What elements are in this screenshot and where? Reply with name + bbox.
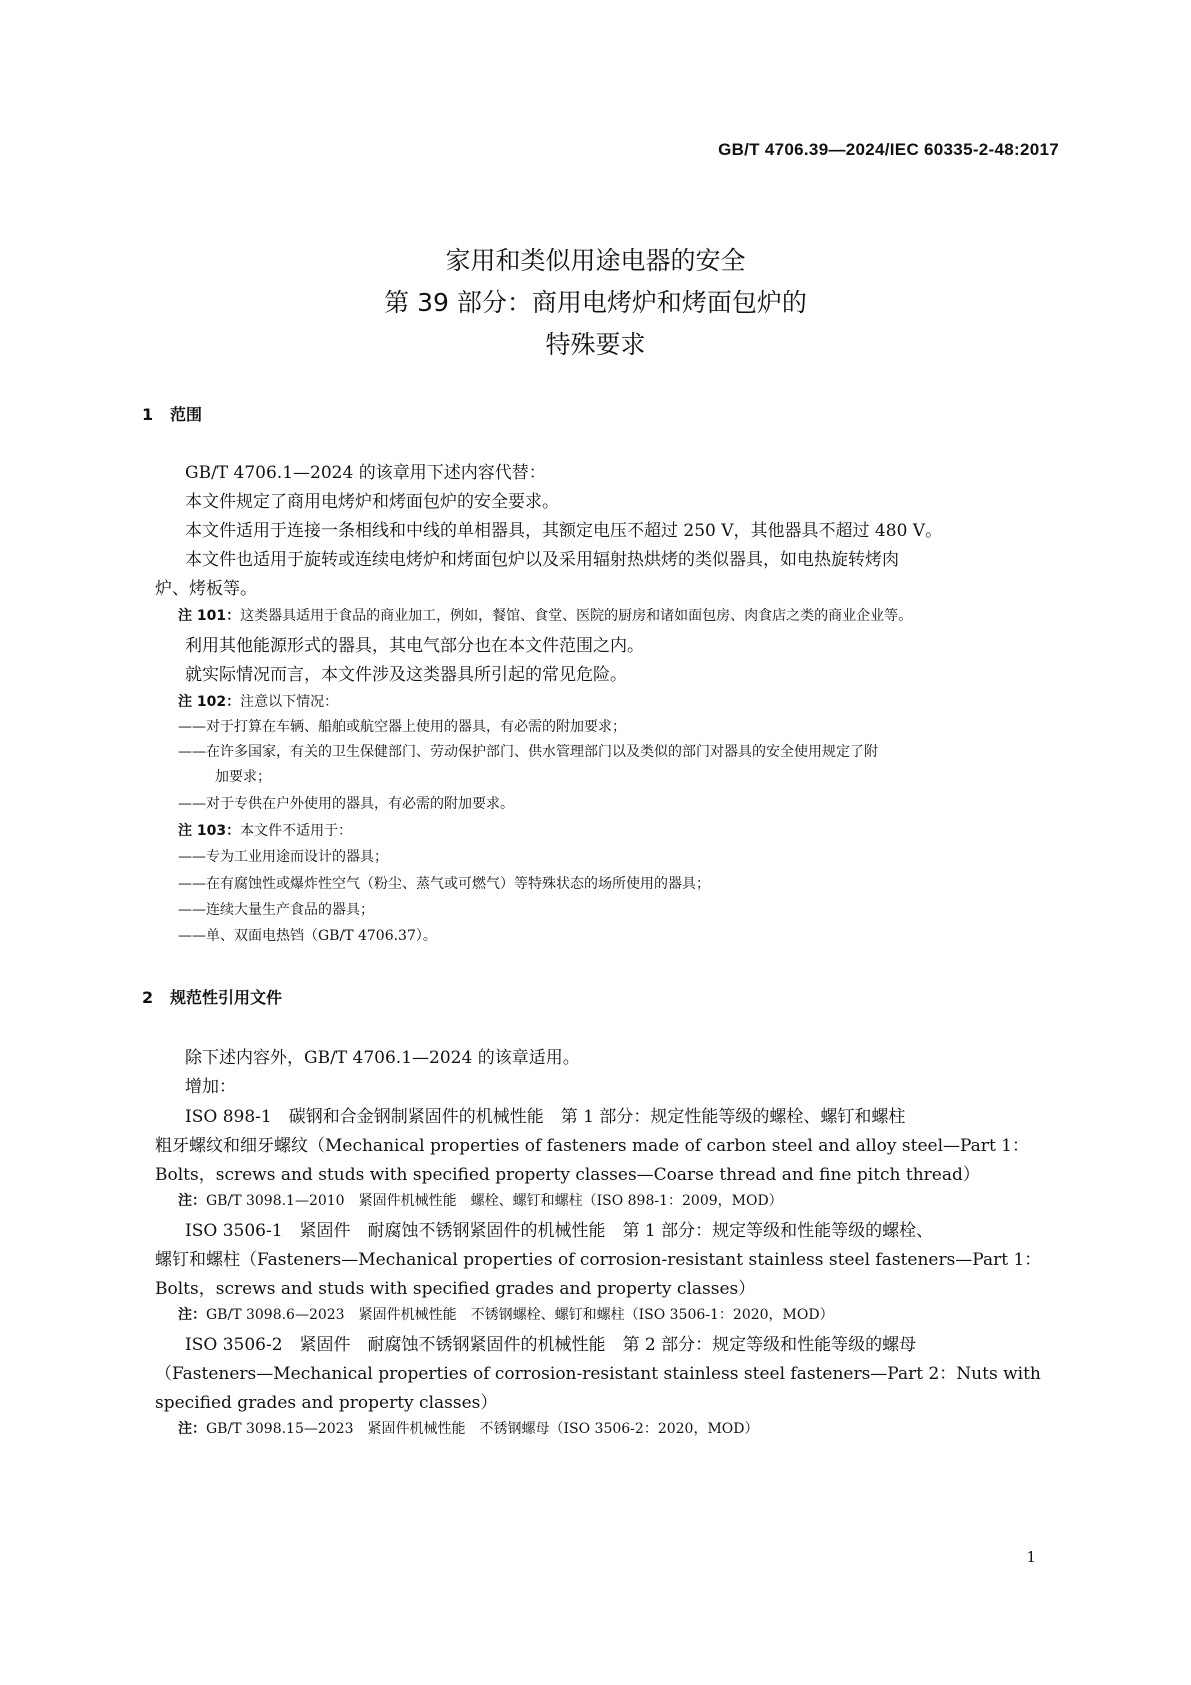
reference-note xyxy=(178,1190,783,1210)
paragraph-continuation: 炉、烤板等。 xyxy=(155,579,257,599)
note-list-item: ——连续大量生产食品的器具； xyxy=(178,902,374,918)
note-list-item: ——专为工业用途而设计的器具； xyxy=(178,849,388,865)
paragraph: 就实际情况而言，本文件涉及这类器具所引起的常见危险。 xyxy=(185,665,627,685)
paragraph: 增加： xyxy=(185,1077,236,1097)
note-103 xyxy=(178,820,352,840)
reference-continuation: specified grades and property classes） xyxy=(155,1393,498,1413)
note-label: 注： xyxy=(178,1421,206,1437)
section-2-heading xyxy=(142,985,282,1008)
note-text: GB/T 3098.6—2023 紧固件机械性能 不锈钢螺栓、螺钉和螺柱（ISO 3506-1：2020，MOD） xyxy=(206,1307,834,1323)
note-list-item: ——对于专供在户外使用的器具，有必需的附加要求。 xyxy=(178,796,514,812)
note-list-item-continuation: 加要求； xyxy=(215,769,271,785)
note-text: 注意以下情况： xyxy=(240,694,339,710)
note-list-item: ——在有腐蚀性或爆炸性空气（粉尘、蒸气或可燃气）等特殊状态的场所使用的器具； xyxy=(178,876,710,892)
title-line-2: 第 39 部分：商用电烤炉和烤面包炉的 xyxy=(384,288,807,317)
note-text: 这类器具适用于食品的商业加工，例如，餐馆、食堂、医院的厨房和诸如面包房、肉食店之类的商业企业等。 xyxy=(240,608,913,624)
note-text: GB/T 3098.15—2023 紧固件机械性能 不锈钢螺母（ISO 3506-2：2020，MOD） xyxy=(206,1421,759,1437)
reference-note xyxy=(178,1304,834,1324)
note-label: 注： xyxy=(178,1307,206,1323)
reference-entry: ISO 898-1 碳钢和合金钢制紧固件的机械性能 第 1 部分：规定性能等级的螺栓、螺钉和螺柱 xyxy=(185,1107,906,1127)
note-list-item: ——单、双面电热铛（GB/T 4706.37）。 xyxy=(178,928,437,944)
note-label: 注 102： xyxy=(178,694,241,710)
section-title: 范围 xyxy=(170,405,203,424)
reference-continuation: 粗牙螺纹和细牙螺纹（Mechanical properties of fasteners made of carbon steel and alloy steel—Part 1： xyxy=(155,1136,1029,1156)
note-text: GB/T 3098.1—2010 紧固件机械性能 螺栓、螺钉和螺柱（ISO 898-1：2009，MOD） xyxy=(206,1193,783,1209)
paragraph: 本文件规定了商用电烤炉和烤面包炉的安全要求。 xyxy=(185,492,559,512)
note-label: 注： xyxy=(178,1193,206,1209)
note-label: 注 103： xyxy=(178,823,241,839)
reference-continuation: Bolts，screws and studs with specified grades and property classes） xyxy=(155,1279,756,1299)
note-label: 注 101： xyxy=(178,608,241,624)
paragraph: 本文件适用于连接一条相线和中线的单相器具，其额定电压不超过 250 V，其他器具不超过 480 V。 xyxy=(185,521,943,541)
reference-continuation: 螺钉和螺柱（Fasteners—Mechanical properties of corrosion-resistant stainless steel fasteners—Part 1： xyxy=(155,1250,1042,1270)
paragraph: 除下述内容外，GB/T 4706.1—2024 的该章适用。 xyxy=(185,1048,580,1068)
reference-note xyxy=(178,1418,758,1438)
reference-entry: ISO 3506-1 紧固件 耐腐蚀不锈钢紧固件的机械性能 第 1 部分：规定等级和性能等级的螺栓、 xyxy=(185,1221,934,1241)
reference-continuation: （Fasteners—Mechanical properties of corrosion-resistant stainless steel fasteners—Part 2：Nuts with xyxy=(155,1364,1041,1384)
page-number: 1 xyxy=(1026,1548,1036,1566)
section-number: 2 xyxy=(142,988,154,1007)
title-line-3: 特殊要求 xyxy=(545,330,646,359)
title-line-1: 家用和类似用途电器的安全 xyxy=(445,246,746,275)
note-text: 本文件不适用于： xyxy=(240,823,353,839)
reference-entry: ISO 3506-2 紧固件 耐腐蚀不锈钢紧固件的机械性能 第 2 部分：规定等级和性能等级的螺母 xyxy=(185,1335,917,1355)
section-title: 规范性引用文件 xyxy=(170,988,283,1007)
paragraph: 本文件也适用于旋转或连续电烤炉和烤面包炉以及采用辐射热烘烤的类似器具，如电热旋转烤肉 xyxy=(185,550,899,570)
reference-continuation: Bolts，screws and studs with specified property classes—Coarse thread and fine pitch thread） xyxy=(155,1165,980,1185)
note-list-item: ——对于打算在车辆、船舶或航空器上使用的器具，有必需的附加要求； xyxy=(178,719,626,735)
note-102 xyxy=(178,691,338,711)
section-1-heading xyxy=(142,402,202,425)
note-list-item: ——在许多国家，有关的卫生保健部门、劳动保护部门、供水管理部门以及类似的部门对器具的安全使用规定了附 xyxy=(178,744,878,760)
standard-number-header: GB/T 4706.39—2024/IEC 60335-2-48:2017 xyxy=(718,140,1059,159)
section-number: 1 xyxy=(142,405,154,424)
paragraph: 利用其他能源形式的器具，其电气部分也在本文件范围之内。 xyxy=(185,636,644,656)
note-101 xyxy=(178,605,912,625)
paragraph: GB/T 4706.1—2024 的该章用下述内容代替： xyxy=(185,463,546,483)
document-title xyxy=(0,240,1191,366)
